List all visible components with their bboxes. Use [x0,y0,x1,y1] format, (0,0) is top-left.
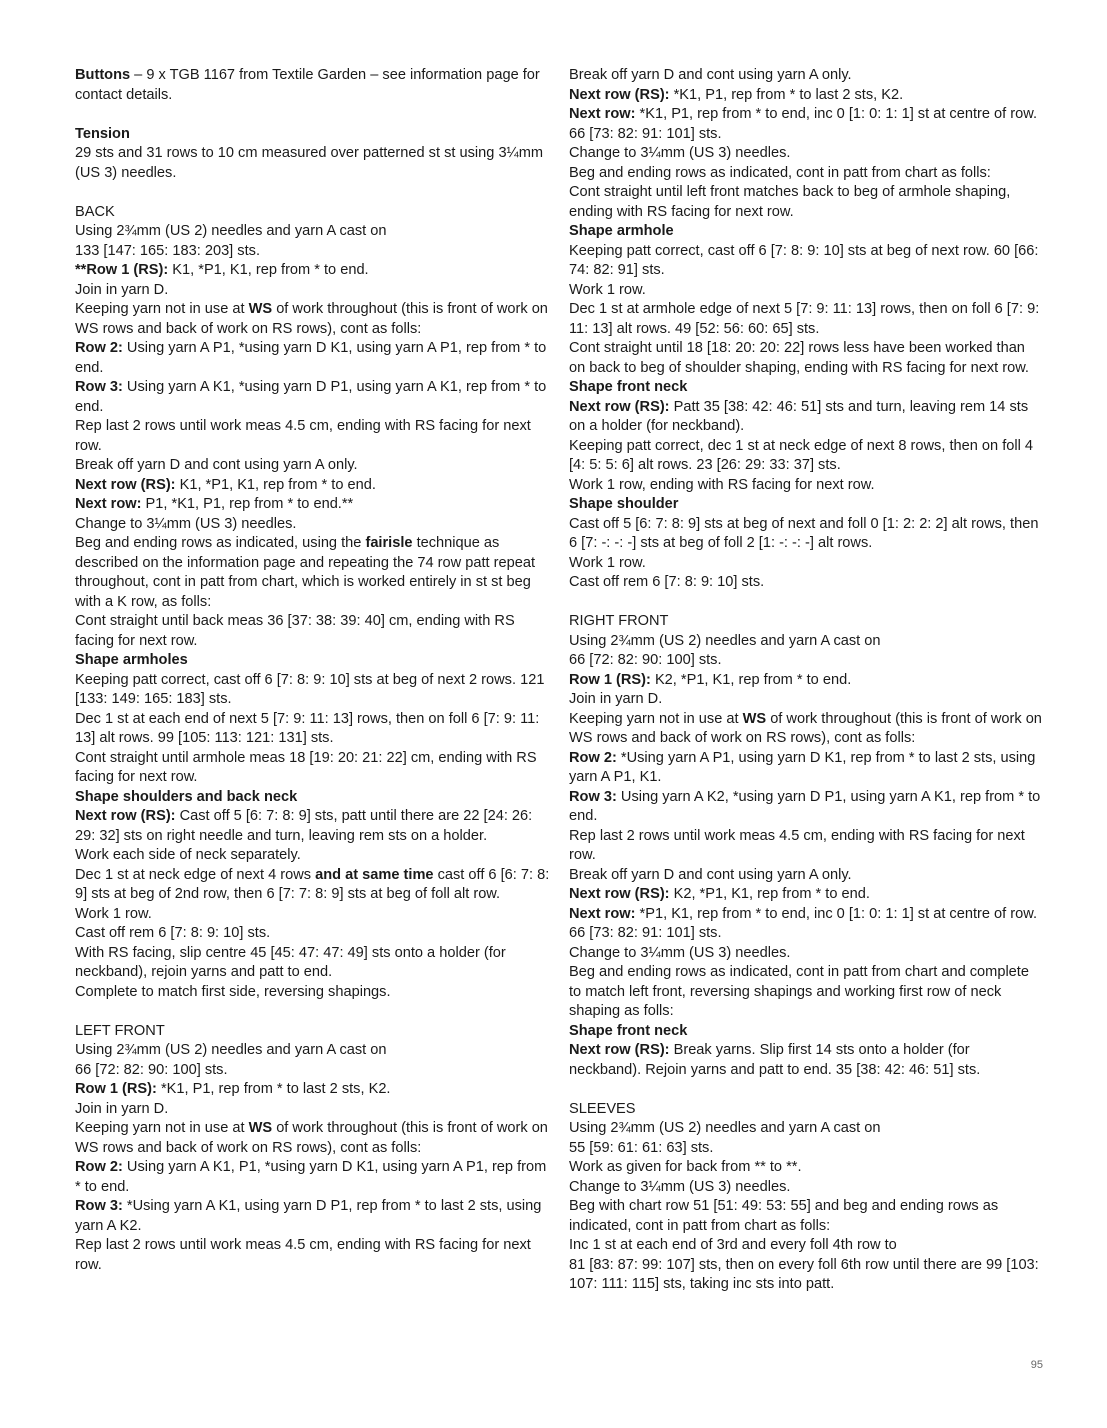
instruction-line [75,944,553,983]
line-text: Using 2¾mm (US 2) needles and yarn A cast on [569,1120,881,1136]
paragraph-gap [75,105,553,125]
emphasis-term: Next row (RS): [569,398,670,415]
instruction-line [75,846,553,866]
instruction-line [75,1080,553,1100]
instruction-line [569,437,1043,476]
instruction-line [75,612,553,651]
line-text: Rep last 2 rows until work meas 4.5 cm, ending with RS facing for next row. [75,418,531,454]
instruction-line [75,1158,553,1197]
instruction-line [569,749,1043,788]
instruction-line [75,417,553,456]
line-text: Work each side of neck separately. [75,847,301,863]
line-text: BACK [75,203,115,220]
line-prefix: Keeping yarn not in use at [75,301,249,317]
instruction-line [569,1178,1043,1198]
instruction-line [75,495,553,515]
instruction-line [75,1119,553,1158]
emphasis-term: WS [248,301,273,317]
line-text: Change to 3¼mm (US 3) needles. [569,944,791,961]
instruction-line [75,339,553,378]
instruction-line [569,651,1043,671]
instruction-line [569,66,1043,86]
line-text: Rep last 2 rows until work meas 4.5 cm, ending with RS facing for next row. [75,1237,531,1273]
instruction-line [75,651,553,671]
instruction-line [569,1158,1043,1178]
line-text: Change to 3¼mm (US 3) needles. [75,515,297,532]
line-text: cast off 6 [6: 7: 8: 9] sts at beg of 2nd row, then 6 [7: 7: 8: 9] sts at beg of foll alt row. [75,866,550,902]
instruction-line [569,1256,1043,1295]
line-text: 81 [83: 87: 99: 107] sts, then on every foll 6th row until there are 99 [103: 107: 111: 115] sts, taking inc sts into patt. [569,1256,1039,1292]
emphasis-term: Next row (RS): [75,808,176,824]
instruction-line [75,1041,553,1061]
instruction-line [569,398,1043,437]
line-text: Beg with chart row 51 [51: 49: 53: 55] and beg and ending rows as indicated, cont in patt from chart as folls: [569,1198,999,1234]
line-text: Using yarn A K1, *using yarn D P1, using yarn A K1, rep from * to end. [75,379,547,415]
instruction-line [75,1061,553,1081]
paragraph-gap [75,183,553,203]
instruction-line [569,1100,1043,1120]
line-text: 66 [72: 82: 90: 100] sts. [569,652,722,668]
line-text: Using 2¾mm (US 2) needles and yarn A cast on [75,1042,387,1058]
line-text: Join in yarn D. [75,1100,169,1117]
line-text: Using 2¾mm (US 2) needles and yarn A cast on [75,223,387,239]
emphasis-term: WS [742,710,767,727]
emphasis-term: WS [248,1120,273,1136]
instruction-line [75,534,553,612]
emphasis-term: **Row 1 (RS): [75,262,169,278]
emphasis-term: Next row (RS): [569,86,670,103]
paragraph-gap [569,593,1043,613]
emphasis-term: Next row (RS): [569,1042,670,1058]
line-text: RIGHT FRONT [569,613,669,629]
instruction-line [569,515,1043,554]
line-text: Patt 35 [38: 42: 46: 51] sts and turn, leaving rem 14 sts on a holder (for neckband). [569,398,1029,434]
line-prefix: Beg and ending rows as indicated, using the [75,535,366,551]
emphasis-term: fairisle [365,535,413,551]
emphasis-term: Next row (RS): [569,886,670,902]
line-text: Change to 3¼mm (US 3) needles. [569,145,791,161]
instruction-line [569,164,1043,184]
instruction-line [75,983,553,1003]
page-number: 95 [1030,1359,1043,1371]
instruction-line [75,905,553,925]
instruction-line [75,476,553,496]
line-text: Cont straight until 18 [18: 20: 20: 22] rows less have been worked than on back to beg of shoulder shaping, ending with RS facing for next row. [569,340,1029,376]
line-text: of work throughout (this is front of work on WS rows and back of work on RS rows), cont as folls: [75,1120,548,1156]
instruction-line [75,807,553,846]
instruction-line [569,944,1043,964]
instruction-line [569,281,1043,301]
emphasis-term: Next row: [75,496,142,512]
instruction-line [75,222,553,242]
emphasis-term: Shape shoulders and back neck [75,788,298,805]
line-text: *P1, K1, rep from * to end, inc 0 [1: 0: 1: 1] st at centre of row. 66 [73: 82: 91: 101] sts. [569,905,1038,941]
instruction-line [569,476,1043,496]
line-text: Break off yarn D and cont using yarn A only. [569,866,852,883]
line-text: Change to 3¼mm (US 3) needles. [569,1178,791,1195]
line-text: *K1, P1, rep from * to last 2 sts, K2. [156,1081,391,1097]
instruction-line [569,183,1043,222]
line-text: Keeping patt correct, cast off 6 [7: 8: 9: 10] sts at beg of next 2 rows. 121 [133: 149: 165: 183] sts. [75,671,545,707]
emphasis-term: Row 3: [75,379,123,395]
line-text: With RS facing, slip centre 45 [45: 47: 47: 49] sts onto a holder (for neckband), rejoin yarns and patt to end. [75,944,506,980]
instruction-line [75,456,553,476]
line-text: Work 1 row. [569,554,646,571]
instruction-line [75,1197,553,1236]
instruction-line [569,105,1043,144]
instruction-line [569,1041,1043,1080]
instruction-line [75,866,553,905]
line-text: Keeping patt correct, dec 1 st at neck edge of next 8 rows, then on foll 4 [4: 5: 5: 6] alt rows. 23 [26: 29: 33: 37] sts. [569,437,1034,473]
emphasis-term: Row 2: [75,1159,123,1175]
emphasis-term: Shape armhole [569,223,674,239]
emphasis-term: Row 3: [75,1198,123,1214]
instruction-line [569,339,1043,378]
emphasis-term: Row 1 (RS): [569,671,651,688]
instruction-line [569,495,1043,515]
line-text: of work throughout (this is front of work on WS rows and back of work on RS rows), cont as folls: [569,710,1042,746]
instruction-line [569,1119,1043,1139]
instruction-line [569,632,1043,652]
line-text: *Using yarn A P1, using yarn D K1, rep from * to last 2 sts, using yarn A P1, K1. [569,749,1036,785]
line-text: Using yarn A K2, *using yarn D P1, using yarn A K1, rep from * to end. [569,788,1041,824]
instruction-line [569,378,1043,398]
line-text: 66 [72: 82: 90: 100] sts. [75,1061,228,1078]
right-column [569,66,1043,1295]
instruction-line [569,788,1043,827]
line-text: technique as described on the information page and repeating the 74 row patt repeat throughout, cont in patt from chart, which is worked entirely in st st beg with a K row, as folls: [75,535,536,610]
instruction-line [75,1100,553,1120]
line-text: P1, *K1, P1, rep from * to end.** [141,496,354,512]
line-text: Inc 1 st at each end of 3rd and every foll 4th row to [569,1237,897,1253]
emphasis-term: Shape armholes [75,652,188,668]
instruction-line [569,963,1043,1022]
line-text: Dec 1 st at each end of next 5 [7: 9: 11: 13] rows, then on foll 6 [7: 9: 11: 13] alt rows. 99 [105: 113: 121: 131] sts. [75,710,540,746]
instruction-line [569,242,1043,281]
line-text: Break yarns. Slip first 14 sts onto a holder (for neckband). Rejoin yarns and patt to end. 35 [38: 42: 46: 51] sts. [569,1042,981,1078]
line-text: LEFT FRONT [75,1022,165,1039]
emphasis-term: Shape front neck [569,379,688,395]
line-text: 55 [59: 61: 61: 63] sts. [569,1139,714,1156]
emphasis-term: Shape front neck [569,1022,688,1039]
instruction-line [75,66,553,105]
line-text: *Using yarn A K1, using yarn D P1, rep from * to last 2 sts, using yarn A K2. [75,1198,542,1234]
instruction-line [569,671,1043,691]
line-text: Join in yarn D. [75,281,169,298]
line-text: Cast off 5 [6: 7: 8: 9] sts, patt until there are 22 [24: 26: 29: 32] sts on right needle and turn, leaving rem sts on a holder. [75,808,533,844]
instruction-line [75,1022,553,1042]
instruction-line [75,1236,553,1275]
emphasis-term: Row 1 (RS): [75,1081,157,1097]
emphasis-term: Row 2: [75,340,123,356]
line-text: Dec 1 st at armhole edge of next 5 [7: 9: 11: 13] rows, then on foll 6 [7: 9: 11: 13] alt rows. 49 [52: 56: 60: 65] sts. [569,301,1040,337]
instruction-line [569,300,1043,339]
line-text: *K1, P1, rep from * to end, inc 0 [1: 0: 1: 1] st at centre of row. 66 [73: 82: 91: 101] sts. [569,106,1038,142]
instruction-line [569,1022,1043,1042]
line-text: Cast off 5 [6: 7: 8: 9] sts at beg of next and foll 0 [1: 2: 2: 2] alt rows, then 6 [7: -: -: -] sts at beg of foll 2 [1: -: -: -] alt rows. [569,515,1039,551]
line-prefix: Keeping yarn not in use at [569,710,743,727]
instruction-line [75,144,553,183]
line-text: Using yarn A K1, P1, *using yarn D K1, using yarn A P1, rep from * to end. [75,1159,547,1195]
emphasis-term: Tension [75,125,130,142]
instruction-line [569,866,1043,886]
line-text: Using 2¾mm (US 2) needles and yarn A cast on [569,632,881,649]
line-text: K1, *P1, K1, rep from * to end. [175,476,376,493]
emphasis-term: Row 3: [569,788,617,805]
line-text: Cont straight until left front matches back to beg of armhole shaping, ending with RS facing for next row. [569,184,1011,220]
line-prefix: Keeping yarn not in use at [75,1120,249,1136]
instruction-line [569,554,1043,574]
line-text: Cont straight until armhole meas 18 [19: 20: 21: 22] cm, ending with RS facing for next row. [75,749,537,785]
line-text: SLEEVES [569,1100,636,1117]
line-text: Work 1 row. [75,905,152,922]
line-text: Work 1 row. [569,281,646,298]
line-text: Beg and ending rows as indicated, cont in patt from chart and complete to match left front, reversing shapings and working first row of neck shaping as folls: [569,964,1029,1019]
line-text: K2, *P1, K1, rep from * to end. [650,671,852,688]
emphasis-term: Buttons [75,67,131,83]
instruction-line [569,1236,1043,1256]
instruction-line [75,281,553,301]
line-text: – 9 x TGB 1167 from Textile Garden – see information page for contact details. [75,67,540,103]
line-text: Cast off rem 6 [7: 8: 9: 10] sts. [75,925,271,941]
emphasis-term: and at same time [315,866,434,883]
instruction-line [569,905,1043,944]
instruction-line [75,749,553,788]
paragraph-gap [569,1080,1043,1100]
instruction-line [569,222,1043,242]
line-text: Break off yarn D and cont using yarn A only. [569,67,852,83]
line-text: *K1, P1, rep from * to last 2 sts, K2. [669,86,904,103]
instruction-line [569,612,1043,632]
instruction-line [75,671,553,710]
line-text: 29 sts and 31 rows to 10 cm measured over patterned st st using 3¼mm (US 3) needles. [75,145,544,181]
instruction-line [569,86,1043,106]
line-text: Work 1 row, ending with RS facing for next row. [569,476,875,493]
instruction-line [75,125,553,145]
line-text: Cont straight until back meas 36 [37: 38: 39: 40] cm, ending with RS facing for next row. [75,613,515,649]
line-text: Cast off rem 6 [7: 8: 9: 10] sts. [569,574,765,590]
line-prefix: Dec 1 st at neck edge of next 4 rows [75,866,316,883]
emphasis-term: Row 2: [569,749,617,766]
left-column [75,66,553,1275]
emphasis-term: Next row: [569,905,636,922]
line-text: Join in yarn D. [569,691,663,707]
instruction-line [569,710,1043,749]
instruction-line [75,924,553,944]
instruction-line [75,242,553,262]
instruction-line [569,827,1043,866]
instruction-line [569,885,1043,905]
instruction-line [569,1197,1043,1236]
line-text: Rep last 2 rows until work meas 4.5 cm, ending with RS facing for next row. [569,827,1025,863]
instruction-line [75,788,553,808]
instruction-line [569,573,1043,593]
emphasis-term: Shape shoulder [569,496,679,512]
instruction-line [75,378,553,417]
line-text: of work throughout (this is front of work on WS rows and back of work on RS rows), cont as folls: [75,301,548,337]
line-text: Complete to match first side, reversing shapings. [75,983,391,1000]
instruction-line [569,690,1043,710]
instruction-line [569,144,1043,164]
line-text: Using yarn A P1, *using yarn D K1, using yarn A P1, rep from * to end. [75,340,547,376]
instruction-line [75,710,553,749]
instruction-line [569,1139,1043,1159]
line-text: K1, *P1, K1, rep from * to end. [168,262,369,278]
line-text: 133 [147: 165: 183: 203] sts. [75,242,260,259]
emphasis-term: Next row (RS): [75,476,176,493]
line-text: Work as given for back from ** to **. [569,1159,802,1175]
instruction-line [75,515,553,535]
line-text: Keeping patt correct, cast off 6 [7: 8: 9: 10] sts at beg of next row. 60 [66: 74: 82: 91] sts. [569,242,1039,278]
emphasis-term: Next row: [569,106,636,122]
paragraph-gap [75,1002,553,1022]
line-text: Break off yarn D and cont using yarn A only. [75,457,358,473]
line-text: Beg and ending rows as indicated, cont in patt from chart as folls: [569,164,991,181]
instruction-line [75,261,553,281]
instruction-line [75,203,553,223]
instruction-line [75,300,553,339]
line-text: K2, *P1, K1, rep from * to end. [669,886,870,902]
